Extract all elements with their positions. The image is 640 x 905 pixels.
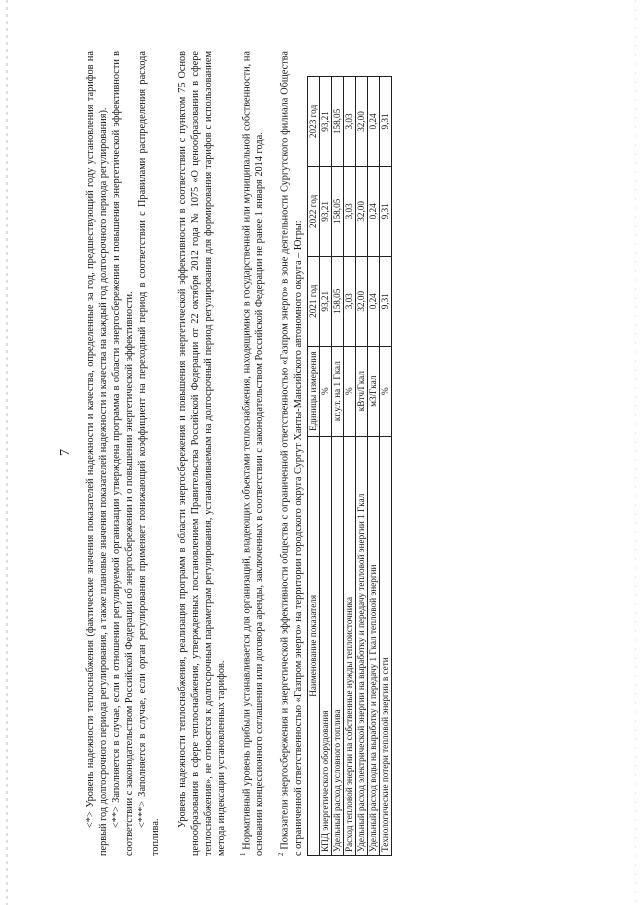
footnote-1 xyxy=(237,51,266,856)
note-2: <**> Заполняется в случае, если в отношении регулируемой организации утверждена программа в области энергосбережения и повышения энергетической эффективности в соответствии с законодательством Российской Федерации об энергосбережении и о повышении энергетической эффективности. xyxy=(111,51,135,856)
indicator-name: Удельный расход электрической энергии на выработку и передачу тепловой энергии 1 Гкал xyxy=(355,436,367,855)
indicator-unit: кВтч/Гкал xyxy=(355,346,367,436)
scan-edge-right xyxy=(635,0,636,905)
indicator-unit: кг.у.т. на 1 Гкал xyxy=(331,346,343,436)
value-2023: 32,00 xyxy=(355,77,367,167)
value-2022: 9,31 xyxy=(379,166,391,256)
footnote-1-mark: 1 xyxy=(239,852,247,856)
indicator-unit: % xyxy=(379,346,391,436)
footnote-2 xyxy=(275,51,304,856)
value-2023: 9,31 xyxy=(379,77,391,167)
value-2021: 158,05 xyxy=(331,256,343,346)
indicator-name: КПД энергетического оборудования xyxy=(319,436,331,855)
footnote-2-mark: 2 xyxy=(277,852,286,856)
indicator-name: Удельный расход воды на выработку и передачу 1 Гкал тепловой энергии xyxy=(367,436,379,855)
header-year-2022: 2022 год xyxy=(307,166,319,256)
value-2022: 0,24 xyxy=(367,166,379,256)
indicator-unit: % xyxy=(343,346,355,436)
value-2021: 0,24 xyxy=(367,256,379,346)
table-row xyxy=(331,77,343,856)
rotated-page xyxy=(52,35,592,870)
scan-edge-left xyxy=(6,0,8,905)
page-number: 7 xyxy=(58,449,73,456)
value-2023: 158,05 xyxy=(331,77,343,167)
header-year-2021: 2021 год xyxy=(307,256,319,346)
table-row xyxy=(379,77,391,856)
main-paragraph: Уровень надежности теплоснабжения, реализация программ в области энергосбережения и повышения энергетической эффективности в соответствии с пунктом 75 Основ ценообразования в сфере теплоснабжения, утвержденных постановлением Правительства Российской Федерации от 22 октября 2012 года № 1075 «О ценообразовании в сфере теплоснабжения», не относятся к долгосрочным параметрам регулирования, устанавливаемым на долгосрочный период регулирования для формирования тарифов с использованием метода индексации установленных тарифов. xyxy=(177,51,227,856)
note-3: <***> Заполняется в случае, если орган регулирования применяет понижающий коэффициент на переходный период в соответствии с Правилами распределения расхода топлива. xyxy=(137,51,161,856)
value-2022: 93,21 xyxy=(319,166,331,256)
value-2021: 32,00 xyxy=(355,256,367,346)
footnote-2-text: Показатели энергосбережения и энергетической эффективности общества с ограниченной ответственностью «Газпром энерго» в зоне деятельности Сургутского филиала Общества с ограниченной ответственностью «Газпром энерго» на территории городского округа Сургут Ханты-Мансийского автономного округа – Югры: xyxy=(279,51,304,856)
table-row xyxy=(367,77,379,856)
value-2023: 93,21 xyxy=(319,77,331,167)
indicator-unit: м3/Гкал xyxy=(367,346,379,436)
value-2023: 0,24 xyxy=(367,77,379,167)
value-2022: 158,05 xyxy=(331,166,343,256)
table-row xyxy=(355,77,367,856)
value-2022: 3,03 xyxy=(343,166,355,256)
page-content xyxy=(84,51,392,856)
indicator-unit: % xyxy=(319,346,331,436)
value-2022: 32,00 xyxy=(355,166,367,256)
footnote-1-text: Нормативный уровень прибыли устанавливается для организаций, владеющих объектами теплоснабжения, находящимися в государственной или муниципальной собственности, на основании концессионного соглашения или договора аренды, заключенных в соответствии с законодательством Российской Федерации не ранее 1 января 2014 года. xyxy=(241,51,266,856)
value-2021: 3,03 xyxy=(343,256,355,346)
indicator-name: Расход тепловой энергии на собственные нужды теплоисточника xyxy=(343,436,355,855)
header-year-2023: 2023 год xyxy=(307,77,319,167)
indicators-table xyxy=(307,76,392,856)
table-row xyxy=(319,77,331,856)
value-2023: 3,03 xyxy=(343,77,355,167)
note-1: <*> Уровень надежности теплоснабжения (фактические значения показателей надежности и качества, определенные за год, предшествующий году установления тарифов на первый год долгосрочного периода регулирования, а также плановые значения показателей надежности и качества на каждый год долгосрочного периода регулирования). xyxy=(85,51,109,856)
value-2021: 93,21 xyxy=(319,256,331,346)
value-2021: 9,31 xyxy=(379,256,391,346)
table-row xyxy=(343,77,355,856)
header-unit: Единицы измерения xyxy=(307,346,319,436)
table-header-row xyxy=(307,77,319,856)
indicator-name: Удельный расход условного топлива xyxy=(331,436,343,855)
header-indicator-name: Наименование показателя xyxy=(307,436,319,855)
indicator-name: Технологические потери тепловой энергии в сети xyxy=(379,436,391,855)
